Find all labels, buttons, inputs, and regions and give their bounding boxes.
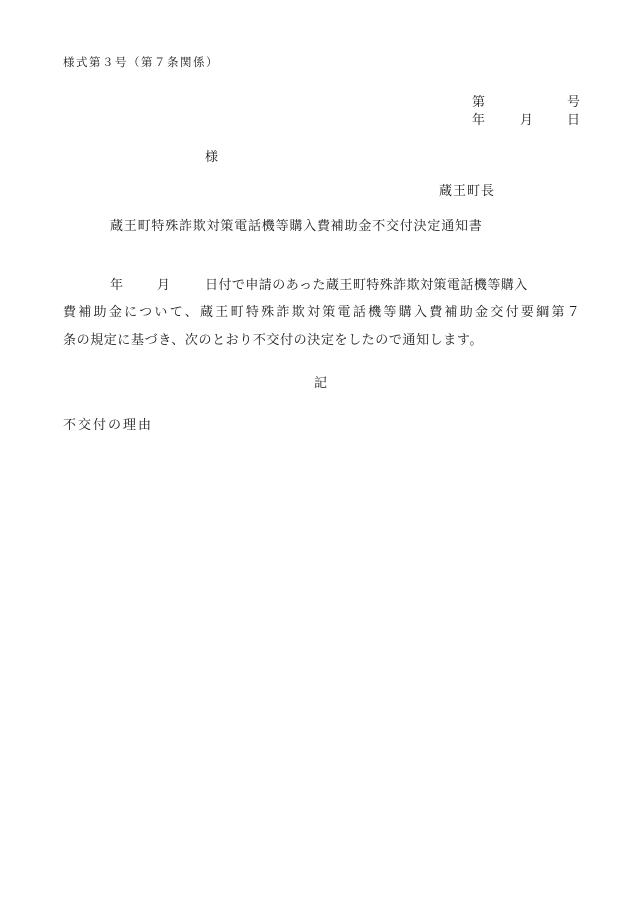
body-line-1-text: 日付で申請のあった蔵王町特殊詐欺対策電話機等購入 bbox=[205, 278, 528, 293]
body-month: 月 bbox=[157, 278, 172, 293]
ki-heading: 記 bbox=[314, 376, 329, 391]
date-month: 月 bbox=[520, 113, 535, 128]
reason-label: 不交付の理由 bbox=[63, 418, 154, 433]
form-label: 様式第３号（第７条関係） bbox=[63, 55, 219, 69]
issuer: 蔵王町長 bbox=[439, 184, 496, 199]
body-line-2: 費補助金について、蔵王町特殊詐欺対策電話機等購入費補助金交付要綱第７ bbox=[63, 305, 580, 320]
date-day: 日 bbox=[567, 113, 582, 128]
recipient-suffix: 様 bbox=[205, 150, 220, 165]
ref-number-suffix: 号 bbox=[567, 95, 582, 110]
body-line-3: 条の規定に基づき、次のとおり不交付の決定をしたので通知します。 bbox=[63, 333, 484, 348]
date-year: 年 bbox=[472, 113, 487, 128]
document-title: 蔵王町特殊詐欺対策電話機等購入費補助金不交付決定通知書 bbox=[110, 219, 483, 234]
ref-number-prefix: 第 bbox=[472, 95, 487, 110]
body-year: 年 bbox=[110, 278, 125, 293]
